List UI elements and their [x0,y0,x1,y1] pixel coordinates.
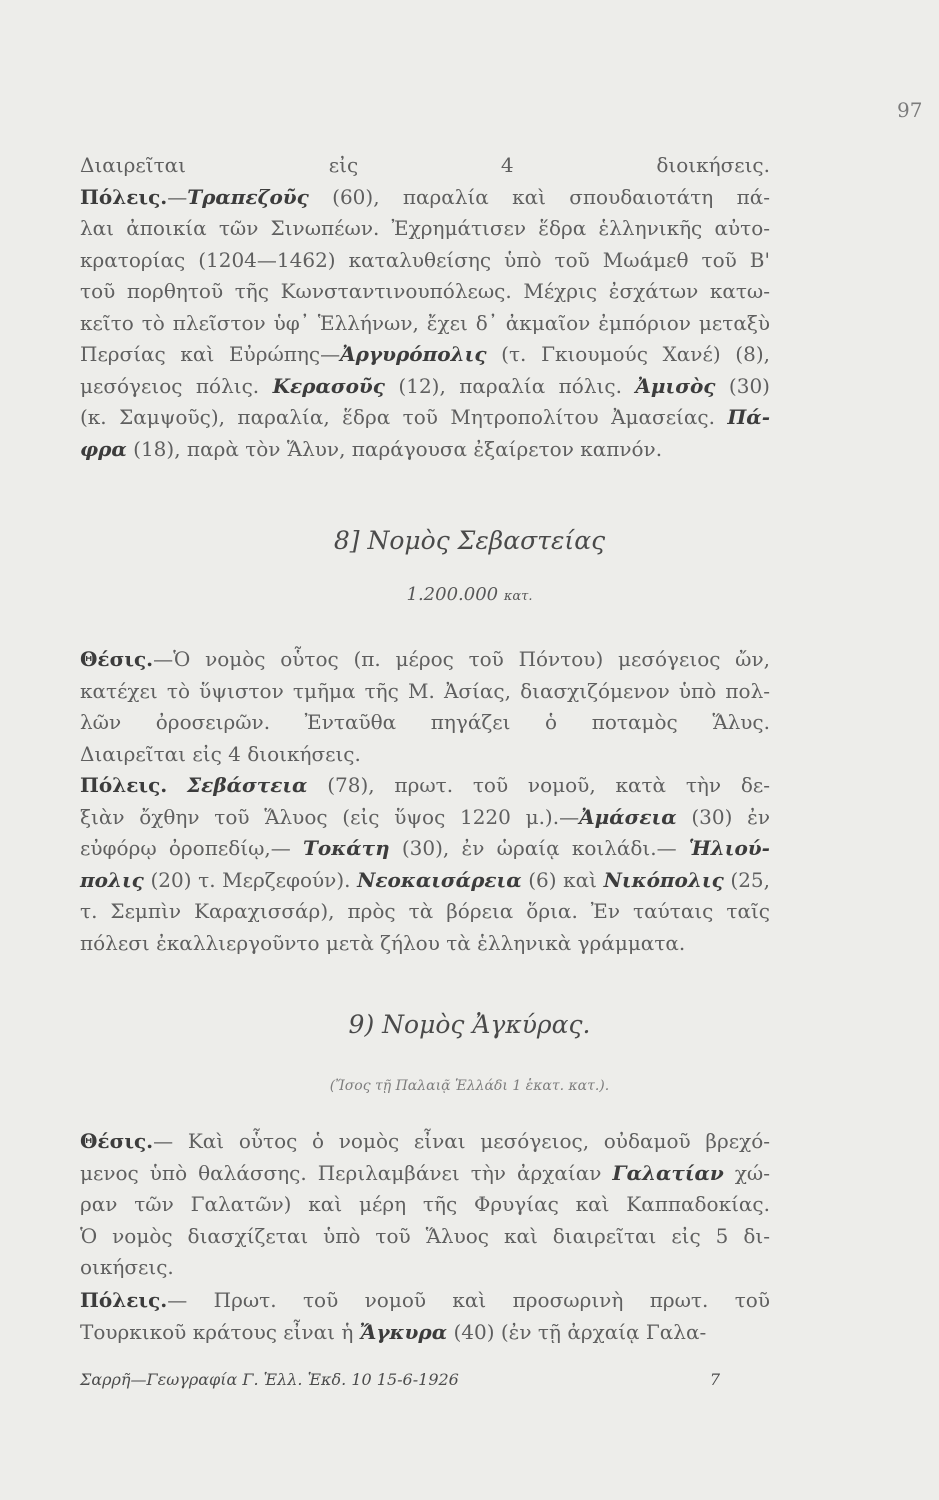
emphasized-term: πολις [80,867,144,892]
text-run: (25, [723,867,770,892]
text-line [80,434,770,466]
page-number: 97 [897,98,923,122]
text-line: Διαιρεῖται εἰς 4 διοικήσεις. [80,741,361,766]
text-line: τοῦ πορθητοῦ τῆς Κωνσταντινουπόλεως. Μέχρις ἐσχάτων κατω- [80,279,770,303]
text-run: χώ- [723,1160,770,1185]
text-run: ξιὰν ὄχθην τοῦ Ἅλυος (εἰς ὕψος 1220 μ.).— [80,804,580,829]
emphasized-term: Θέσις. [80,647,154,671]
text-line [80,770,770,802]
emphasized-term: Σεβάστεια [187,773,308,797]
text-line: πόλεσι ἐκαλλιεργοῦντο μετὰ ζήλου τὰ ἑλληνικὰ γράμματα. [80,930,686,955]
text-run [167,773,187,797]
text-run: — Καὶ οὗτος ὁ νομὸς εἶναι μεσόγειος, οὐδαμοῦ βρεχό- [153,1129,770,1153]
emphasized-term: Ἀμισὸς [635,373,716,398]
text-line [80,371,770,403]
emphasized-term: Κερασοῦς [272,373,385,398]
text-line [80,339,770,371]
text-run: μενος ὑπὸ θαλάσσης. Περιλαμβάνει τὴν ἀρχαίαν [80,1160,613,1185]
text-line [80,833,770,865]
text-run: (30), ἐν ὡραίᾳ κοιλάδι.— [389,836,689,860]
text-run: εὐφόρῳ ὀροπεδίῳ,— [80,836,304,860]
emphasized-term: Νικόπολις [603,867,724,892]
text-run: (20) τ. Μερζεφούν). [143,867,358,892]
printer-footer [80,1370,720,1389]
text-run: (18), παρὰ τὸν Ἅλυν, παράγουσα ἐξαίρετον καπνόν. [126,436,663,461]
text-line: κατέχει τὸ ὕψιστον τμῆμα τῆς Μ. Ἀσίας, διασχιζόμενον ὑπὸ πολ- [80,678,770,703]
text-line [80,865,770,897]
ankyra-cities-paragraph [80,1285,770,1348]
text-line: Ὁ νομὸς διασχίζεται ὑπὸ τοῦ Ἅλυος καὶ διαιρεῖται εἰς 5 δι- [80,1223,770,1248]
text-run: — Πρωτ. τοῦ νομοῦ καὶ προσωρινὴ πρωτ. τοῦ [167,1288,770,1312]
text-line: λῶν ὀροσειρῶν. Ἐνταῦθα πηγάζει ὁ ποταμὸς Ἅλυς. [80,710,770,734]
text-line [80,402,770,434]
text-line: Διαιρεῖται εἰς 4 διοικήσεις. [80,153,770,177]
text-run: Τουρκικοῦ κράτους εἶναι ἡ [80,1319,360,1344]
emphasized-term: Ἡλιού- [688,836,770,860]
text-line [80,1158,770,1190]
text-run: (60), παραλία καὶ σπουδαιοτάτη πά- [308,184,770,209]
text-run: (12), παραλία πόλις. [384,373,636,398]
text-line: λαι ἀποικία τῶν Σινωπέων. Ἐχρημάτισεν ἕδρα ἑλληνικῆς αὐτο- [80,216,770,240]
text-line: κεῖτο τὸ πλεῖστον ὑφ᾽ Ἑλλήνων, ἔχει δ᾽ ἀκμαῖον ἐμπόριον μεταξὺ [80,310,770,335]
text-run: μεσόγειος πόλις. [80,373,273,398]
text-run: —Ὁ νομὸς οὗτος (π. μέρος τοῦ Πόντου) μεσόγειος ὤν, [153,647,770,671]
text-run: (τ. Γκιουμούς Χανέ) (8), [486,342,770,366]
text-line: ραν τῶν Γαλατῶν) καὶ μέρη τῆς Φρυγίας καὶ Καππαδοκίας. [80,1192,770,1216]
section-heading-sebasteia: 8] Νομὸς Σεβαστείας [333,526,606,555]
text-run: (6) καὶ [521,867,604,892]
text-line [80,182,770,214]
population-line [0,584,939,605]
text-run: (30) [715,373,770,398]
text-line [80,1317,770,1349]
ankyra-thesis-paragraph [80,1126,770,1284]
ankyra-note: (Ἴσος τῇ Παλαιᾷ Ἑλλάδι 1 ἑκατ. κατ.). [329,1078,610,1094]
text-line [80,1285,770,1317]
emphasized-term: Νεοκαισάρεια [357,867,522,892]
text-line [80,802,770,834]
emphasized-term: Πά- [727,405,770,429]
trebizond-paragraph [80,150,770,465]
sebasteia-thesis-paragraph [80,644,770,770]
sebasteia-cities-paragraph [80,770,770,959]
emphasized-term: Θέσις. [80,1129,154,1153]
footer-imprint: Σαρρῆ—Γεωγραφία Γ. Ἑλλ. Ἑκδ. 10 15-6-1926 [80,1370,459,1389]
text-line [80,1126,770,1158]
text-line: κρατορίας (1204—1462) καταλυθείσης ὑπὸ τοῦ Μωάμεθ τοῦ Β' [80,247,770,272]
population-value: 1.200.000 [406,584,499,605]
text-line [80,644,770,676]
text-run: — [167,184,188,209]
emphasized-term: Τραπεζοῦς [187,184,309,209]
text-run: (30) ἐν [676,804,770,829]
emphasized-term: Πόλεις. [80,184,168,209]
emphasized-term: Γαλατίαν [612,1160,724,1185]
emphasized-term: Ἄγκυρα [359,1319,448,1344]
emphasized-term: φρα [80,436,127,461]
text-line: οικήσεις. [80,1255,174,1279]
population-unit: κατ. [503,589,533,604]
emphasized-term: Ἀμάσεια [579,804,677,829]
section-heading-ankyra: 9) Νομὸς Ἀγκύρας. [348,1010,591,1039]
text-run: (κ. Σαμψοῦς), παραλία, ἕδρα τοῦ Μητροπολίτου Ἀμασείας. [80,405,728,429]
emphasized-term: Ἀργυρόπολις [340,342,487,366]
text-run: (40) (ἐν τῇ ἀρχαίᾳ Γαλα- [447,1319,707,1344]
footer-signature-mark: 7 [709,1370,720,1389]
text-line: τ. Σεμπὶν Καραχισσάρ), πρὸς τὰ βόρεια ὅρια. Ἐν ταύταις ταῖς [80,899,770,923]
text-run: (78), πρωτ. τοῦ νομοῦ, κατὰ τὴν δε- [307,773,770,797]
emphasized-term: Πόλεις. [80,1288,168,1312]
text-run: Περσίας καὶ Εὐρώπης— [80,342,341,366]
emphasized-term: Τοκάτη [303,836,390,860]
emphasized-term: Πόλεις. [80,773,168,797]
